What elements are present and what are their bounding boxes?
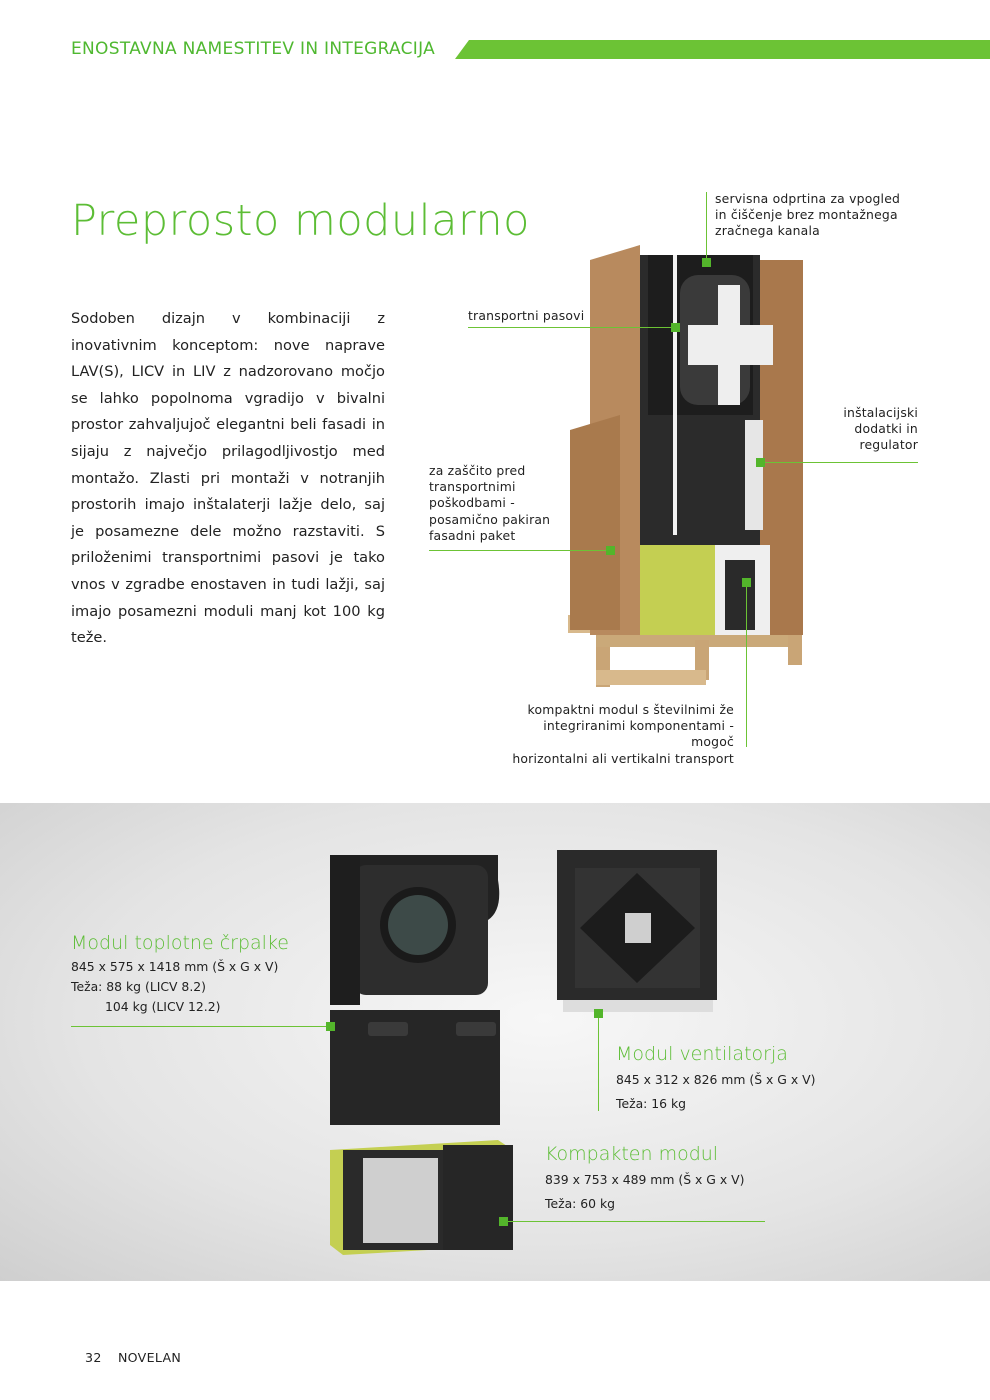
heatpump-module-weight-alt: 104 kg (LICV 12.2) <box>105 999 221 1014</box>
fan-module-title: Modul ventilatorja <box>616 1043 788 1065</box>
callout-marker <box>671 323 680 332</box>
compact-module-weight: Teža: 60 kg <box>545 1196 616 1211</box>
callout-compact-module: kompaktni modul s številnimi že integriranimi komponentami - mogoč horizontalni ali vertikalni transport <box>512 702 734 766</box>
callout-service-opening: servisna odprtina za vpogled in čiščenje brez montažnega zračnega kanala <box>715 191 901 239</box>
callout-marker <box>606 546 615 555</box>
callout-installation-accessories: inštalacijski dodatki in regulator <box>843 405 918 453</box>
intro-paragraph: Sodoben dizajn v kombinaciji z inovativnim konceptom: nove naprave LAV(S), LICV in LIV z nadzorovano močjo se lahko popolnoma vgradijo v bivalni prostor zahvaljujoč elegantni beli fasadi in sijaju z največjo prilagodljivostjo med montažo. Zlasti pri montaži v notranjih prostorih imajo inštalaterji lažje delo, saj je posamezne dele možno razstaviti. S priloženimi transportnimi pasovi je tako vnos v zgradbe enostaven in tudi lažji, saj imajo posamezni moduli manj kot 100 kg teže. <box>71 310 385 647</box>
page-number: 32 <box>85 1350 102 1365</box>
callout-transport-straps: transportni pasovi <box>468 308 585 323</box>
page-footer <box>85 1350 193 1365</box>
fan-module-weight: Teža: 16 kg <box>616 1096 687 1111</box>
page-title: Preprosto modularno <box>71 196 530 246</box>
heatpump-module-weight: Teža: 88 kg (LICV 8.2) <box>71 979 206 994</box>
footer-brand: NOVELAN <box>117 1350 182 1365</box>
fan-module-illustration <box>555 848 723 1018</box>
callout-marker <box>756 458 765 467</box>
transport-strap <box>673 255 677 535</box>
heatpump-module-dims: 845 x 575 x 1418 mm (Š x G x V) <box>71 959 279 974</box>
callout-marker <box>499 1217 508 1226</box>
section-header-title: ENOSTAVNA NAMESTITEV IN INTEGRACIJA <box>71 39 436 59</box>
yellow-insulation <box>640 545 715 635</box>
callout-marker <box>742 578 751 587</box>
compact-module-title: Kompakten modul <box>545 1143 719 1165</box>
callout-transport-protection: za zaščito pred transportnimi poškodbami - posamično pakiran fasadni paket <box>429 463 551 543</box>
callout-marker <box>702 258 711 267</box>
fan-module-dims: 845 x 312 x 826 mm (Š x G x V) <box>616 1072 816 1087</box>
accessories-box <box>745 420 763 530</box>
cardboard-front-panel <box>570 415 620 630</box>
header-accent-bar <box>455 40 990 59</box>
callout-marker <box>326 1022 335 1031</box>
callout-marker <box>594 1009 603 1018</box>
compact-module-dims: 839 x 753 x 489 mm (Š x G x V) <box>545 1172 745 1187</box>
compact-module-illustration <box>328 1130 518 1260</box>
heatpump-module-illustration <box>328 850 518 1135</box>
heatpump-module-title: Modul toplotne črpalke <box>71 932 289 954</box>
packed-unit-illustration <box>560 240 820 695</box>
